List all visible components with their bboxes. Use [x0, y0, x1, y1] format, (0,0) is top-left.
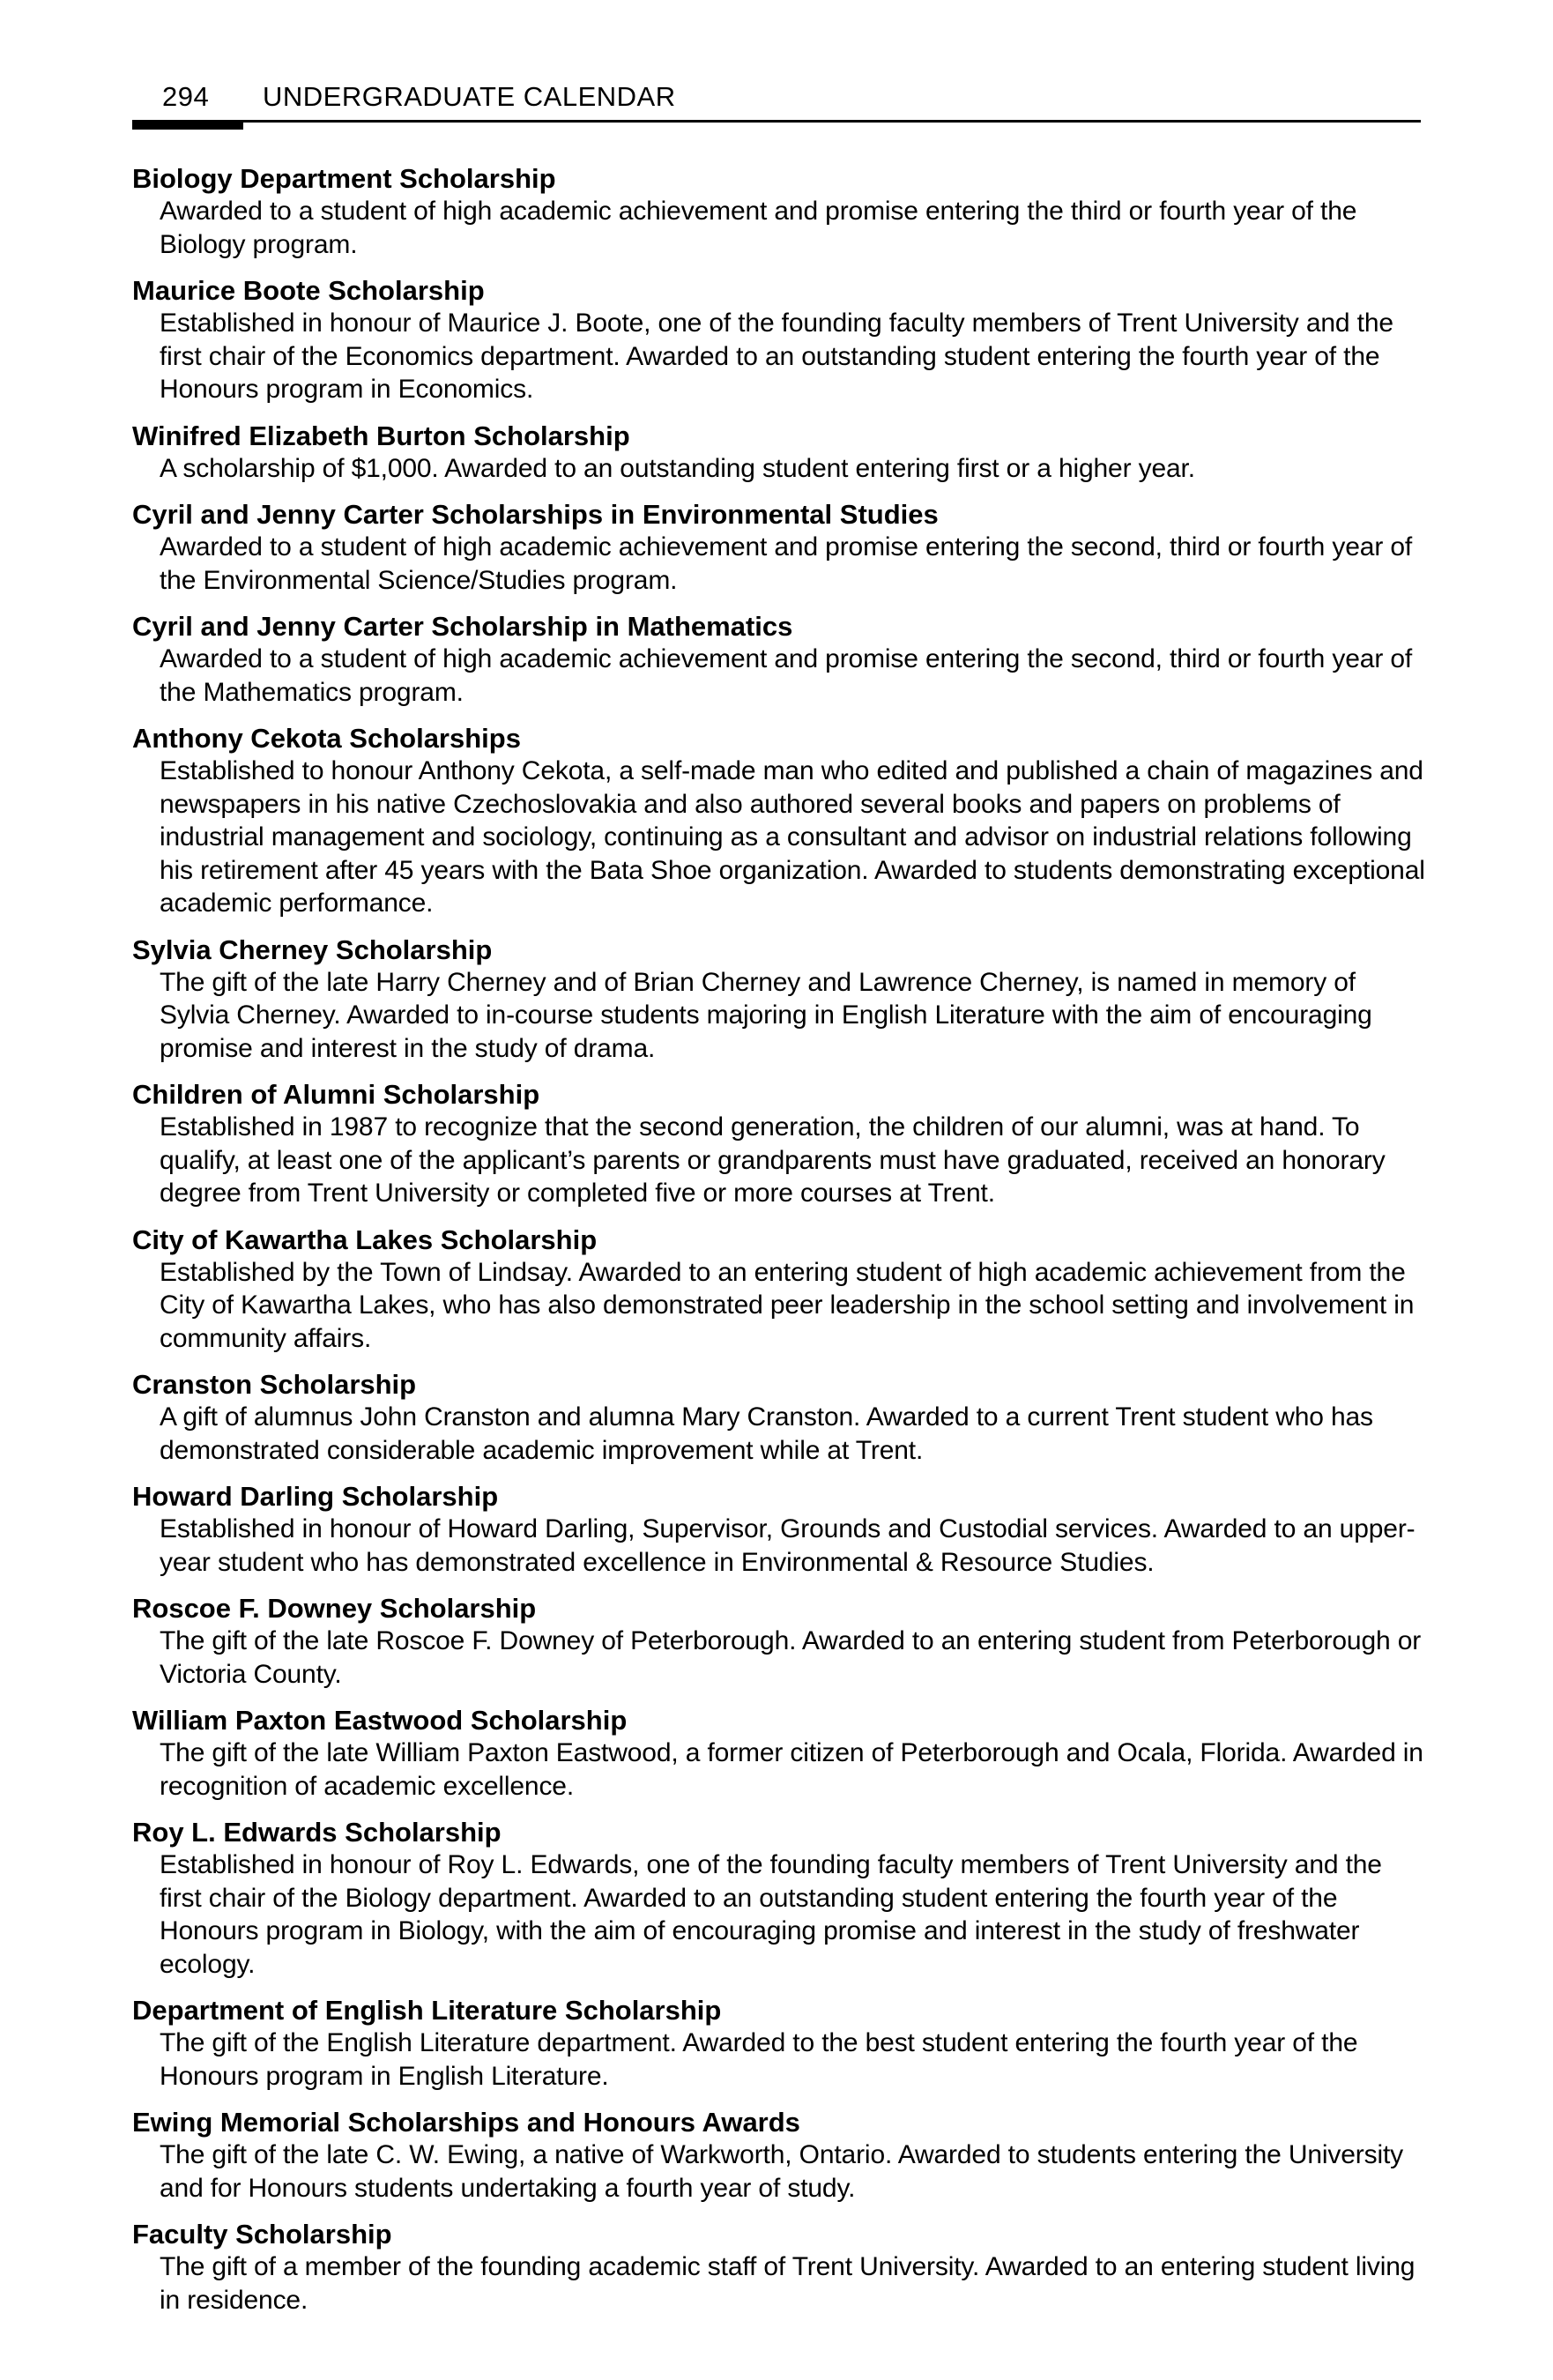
scholarship-description: Established by the Town of Lindsay. Awarded to an entering student of high academic achievement from the City of Kawartha Lakes, who has also demonstrated peer leadership in the school setting and involvement in community affairs.: [160, 1257, 1415, 1353]
scholarship-entry: [132, 1994, 1428, 2093]
scholarship-description: The gift of the late Harry Cherney and of Brian Cherney and Lawrence Cherney, is named in memory of Sylvia Cherney. Awarded to in-course students majoring in English Literature with the aim of encouraging promise and interest in the study of drama.: [160, 967, 1372, 1063]
scholarship-title: Children of Alumni Scholarship: [132, 1079, 540, 1110]
scholarship-entry: [132, 1816, 1428, 1981]
scholarship-entry: [132, 2218, 1428, 2317]
scholarship-entry: [132, 1704, 1428, 1803]
scholarship-title: Winifred Elizabeth Burton Scholarship: [132, 420, 630, 451]
scholarship-entry: [132, 498, 1428, 597]
scholarship-title: Ewing Memorial Scholarships and Honours Awards: [132, 2107, 800, 2138]
scholarship-description: The gift of the late William Paxton Eastwood, a former citizen of Peterborough and Ocala, Florida. Awarded in recognition of academic excellence.: [160, 1738, 1423, 1801]
scholarship-title: Cranston Scholarship: [132, 1369, 417, 1400]
scholarship-entry: [132, 1078, 1428, 1210]
scholarship-title: Department of English Literature Scholarship: [132, 1995, 722, 2026]
scholarship-description: Awarded to a student of high academic achievement and promise entering the second, third or fourth year of the Mathematics program.: [160, 644, 1413, 707]
scholarship-description: Established to honour Anthony Cekota, a self-made man who edited and published a chain of magazines and newspapers in his native Czechoslovakia and also authored several books and papers on problems of industrial management and sociology, continuing as a consultant and advisor on industrial relations following his retirement after 45 years with the Bata Shoe organization. Awarded to students demonstrating exceptional academic performance.: [160, 756, 1425, 918]
scholarship-description: The gift of the late C. W. Ewing, a native of Warkworth, Ontario. Awarded to students entering the University and for Honours students undertaking a fourth year of study.: [160, 2140, 1404, 2203]
scholarship-entry: [132, 933, 1428, 1066]
scholarship-description: The gift of a member of the founding academic staff of Trent University. Awarded to an entering student living in residence.: [160, 2252, 1416, 2315]
scholarship-title: Sylvia Cherney Scholarship: [132, 933, 493, 965]
scholarship-title: Howard Darling Scholarship: [132, 1481, 499, 1512]
scholarship-entry: [132, 1480, 1428, 1579]
scholarship-entry: [132, 162, 1428, 261]
scholarship-description: Established in honour of Roy L. Edwards, one of the founding faculty members of Trent University and the first chair of the Biology department. Awarded to an outstanding student entering the fourth year of the Honours program in Biology, with the aim of encouraging promise and interest in the study of freshwater ecology.: [160, 1850, 1382, 1979]
scholarship-description: Awarded to a student of high academic achievement and promise entering the second, third or fourth year of the Environmental Science/Studies program.: [160, 532, 1413, 595]
scholarship-entry: [132, 722, 1428, 920]
scholarship-title: Maurice Boote Scholarship: [132, 275, 485, 306]
scholarship-description: Awarded to a student of high academic achievement and promise entering the third or fourth year of the Biology program.: [160, 197, 1357, 259]
scholarship-list: [132, 162, 1428, 2330]
header-rule: [132, 120, 1421, 123]
scholarship-description: A scholarship of $1,000. Awarded to an outstanding student entering first or a higher year.: [160, 453, 1195, 483]
scholarship-title: Cyril and Jenny Carter Scholarships in Environmental Studies: [132, 499, 939, 530]
scholarship-description: Established in honour of Maurice J. Boote, one of the founding faculty members of Trent University and the first chair of the Economics department. Awarded to an outstanding student entering the fourth year of the Honours program in Economics.: [160, 309, 1393, 404]
scholarship-entry: [132, 274, 1428, 406]
page-number: 294: [162, 81, 210, 112]
scholarship-title: Faculty Scholarship: [132, 2219, 392, 2250]
scholarship-title: Biology Department Scholarship: [132, 163, 556, 194]
scholarship-title: Roy L. Edwards Scholarship: [132, 1817, 502, 1848]
scholarship-entry: [132, 2106, 1428, 2205]
scholarship-title: William Paxton Eastwood Scholarship: [132, 1705, 628, 1736]
scholarship-description: A gift of alumnus John Cranston and alumna Mary Cranston. Awarded to a current Trent student who has demonstrated considerable academic improvement while at Trent.: [160, 1402, 1373, 1465]
scholarship-entry: [132, 1368, 1428, 1467]
scholarship-description: Established in honour of Howard Darling, Supervisor, Grounds and Custodial services. Awarded to an upper-year student who has demonstrated excellence in Environmental & Resource Studies.: [160, 1514, 1416, 1577]
header-tab-block: [132, 120, 243, 130]
scholarship-title: Cyril and Jenny Carter Scholarship in Mathematics: [132, 611, 793, 642]
scholarship-description: The gift of the English Literature department. Awarded to the best student entering the fourth year of the Honours program in English Literature.: [160, 2028, 1358, 2091]
scholarship-title: Anthony Cekota Scholarships: [132, 723, 521, 754]
scholarship-title: Roscoe F. Downey Scholarship: [132, 1593, 537, 1624]
scholarship-entry: [132, 610, 1428, 709]
scholarship-entry: [132, 1223, 1428, 1356]
running-title: UNDERGRADUATE CALENDAR: [263, 81, 676, 112]
scholarship-title: City of Kawartha Lakes Scholarship: [132, 1223, 598, 1255]
page-header: [132, 81, 1421, 125]
scholarship-entry: [132, 420, 1428, 486]
scholarship-entry: [132, 1592, 1428, 1691]
scholarship-description: Established in 1987 to recognize that the second generation, the children of our alumni, was at hand. To qualify, at least one of the applicant’s parents or grandparents must have graduated, received an honorary degree from Trent University or completed five or more courses at Trent.: [160, 1112, 1386, 1208]
scholarship-description: The gift of the late Roscoe F. Downey of Peterborough. Awarded to an entering student from Peterborough or Victoria County.: [160, 1626, 1422, 1689]
